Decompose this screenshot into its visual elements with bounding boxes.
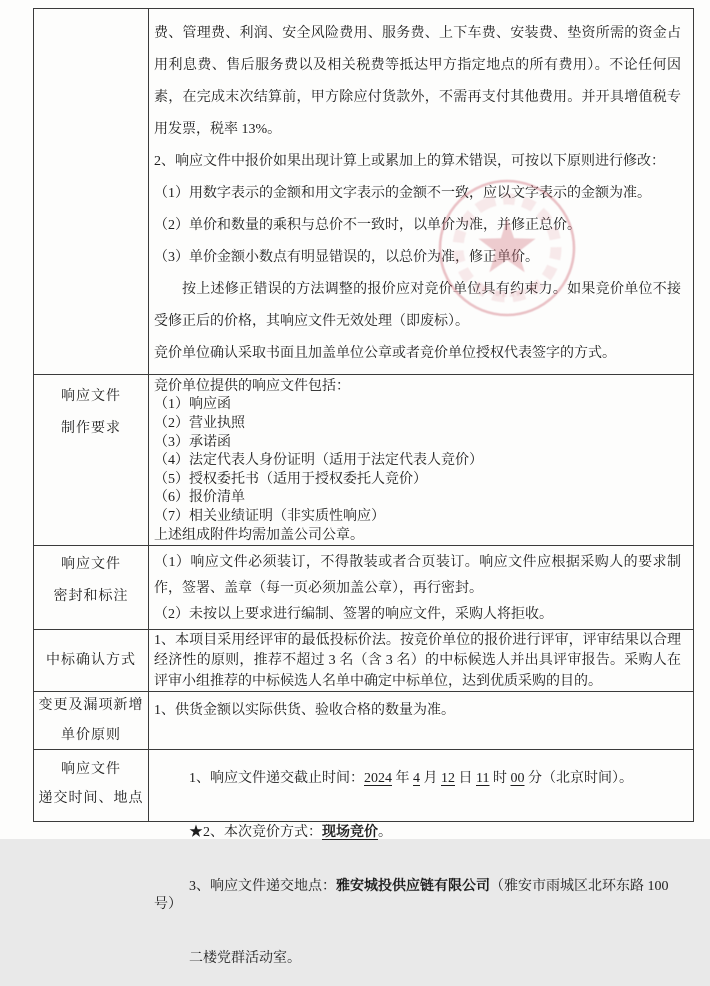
deadline-minute: 00 — [510, 771, 525, 786]
row-label-change-principle — [34, 692, 149, 749]
doc-sealing-content — [149, 546, 693, 629]
quotation-correction-content — [149, 9, 693, 374]
doc-list-item: （2）营业执照 — [154, 416, 245, 431]
doc-list-item: （4）法定代表人身份证明（适用于法定代表人竞价） — [154, 453, 483, 469]
text-segment: （雅安市雨城区北环东路 100 号） — [154, 879, 672, 912]
text-segment: 日 — [455, 771, 476, 786]
deadline-month: 4 — [413, 771, 420, 786]
company-name: 雅安城投供应链有限公司 — [336, 879, 490, 894]
paragraph: （1）响应文件必须装订，不得散装或者合页装订。响应文件应根据采购人的要求制作，签署、盖章（每一页必须加盖公章），再行密封。 — [154, 555, 681, 597]
submission-location-line2 — [154, 932, 681, 986]
label-line: 响应文件 — [61, 557, 121, 573]
paragraph: （3）单价金额小数点有明显错误的，以总价为准，修正单价。 — [154, 250, 539, 265]
row-change-principle — [34, 691, 693, 749]
text-segment: 分（北京时间）。 — [524, 771, 633, 786]
row-label-doc-preparation — [34, 375, 149, 545]
row-label-empty — [34, 9, 149, 374]
text-segment: 时 — [489, 771, 511, 786]
deadline-year: 2024 — [364, 771, 392, 786]
procurement-terms-table — [33, 8, 694, 966]
bidding-method-value: 现场竞价 — [322, 825, 378, 840]
text-segment: 3、响应文件递交地点： — [189, 879, 336, 894]
label-line: 递交时间、地点 — [38, 791, 144, 806]
paragraph: 2、响应文件中报价如果出现计算上或累加上的算术错误，可按以下原则进行修改： — [154, 154, 665, 169]
doc-list-item: （1）响应函 — [154, 397, 231, 413]
submission-deadline-line — [154, 752, 681, 806]
change-principle-content — [149, 692, 693, 749]
paragraph: 1、本项目采用经评审的最低投标价法。按竞价单位的报价进行评审，评审结果以合理经济性的原则，推荐不超过 3 名（含 3 名）的中标候选人并出具评审报告。采购人在评审小组推荐的中标候选人名单中确定中标单位，达到优质采购的目的。 — [154, 633, 681, 689]
label-line: 制作要求 — [61, 420, 121, 436]
label-line: 响应文件 — [61, 762, 121, 777]
text-segment: 。 — [378, 825, 392, 840]
doc-list-item: （5）授权委托书（适用于授权委托人竞价） — [154, 471, 427, 487]
label-line: 响应文件 — [61, 388, 121, 404]
row-doc-sealing — [34, 545, 693, 629]
label-line: 密封和标注 — [53, 589, 129, 605]
submission-location-line — [154, 860, 681, 932]
row-label-doc-sealing — [34, 546, 149, 629]
row-label-submission — [34, 750, 149, 821]
label-line: 单价原则 — [61, 727, 121, 743]
paragraph: 按上述修正错误的方法调整的报价应对竞价单位具有约束力。如果竞价单位不接受修正后的价格，其响应文件无效处理（即废标）。 — [154, 282, 681, 329]
row-award-confirmation — [34, 629, 693, 691]
row-doc-preparation — [34, 374, 693, 545]
paragraph: 竞价单位确认采取书面且加盖单位公章或者竞价单位授权代表签字的方式。 — [154, 346, 616, 361]
paragraph: （2）单价和数量的乘积与总价不一致时，以单价为准，并修正总价。 — [154, 218, 581, 233]
row-label-award-confirmation — [34, 630, 149, 691]
doc-list-item: （6）报价清单 — [154, 490, 245, 506]
doc-list-intro: 竞价单位提供的响应文件包括： — [154, 378, 350, 394]
doc-list-item: （7）相关业绩证明（非实质性响应） — [154, 508, 385, 524]
doc-preparation-content — [149, 375, 693, 545]
row-quotation-correction — [34, 9, 693, 374]
row-submission-time-location — [34, 749, 693, 966]
bidding-method-line — [154, 806, 681, 860]
label-line: 变更及漏项新增 — [38, 697, 144, 713]
paragraph: 费、管理费、利润、安全风险费用、服务费、上下车费、安装费、垫资所需的资金占用利息费、售后服务费以及相关税费等抵达甲方指定地点的所有费用）。不论任何因素，在完成末次结算前，甲方除应付货款外，不需再支付其他费用。并开具增值税专用发票，税率 13%。 — [154, 26, 681, 137]
doc-list-note: 上述组成附件均需加盖公司公章。 — [154, 527, 364, 543]
label-line: 中标确认方式 — [46, 652, 136, 668]
submission-content — [149, 750, 693, 966]
paragraph: 1、供货金额以实际供货、验收合格的数量为准。 — [154, 703, 455, 718]
text-segment: 二楼党群活动室。 — [189, 951, 301, 966]
deadline-day: 12 — [441, 771, 455, 786]
paragraph: （1）用数字表示的金额和用文字表示的金额不一致，应以文字表示的金额为准。 — [154, 186, 651, 201]
award-confirmation-content — [149, 630, 693, 691]
text-segment: 月 — [420, 771, 441, 786]
text-segment: ★2、本次竞价方式： — [189, 825, 322, 840]
text-segment: 年 — [392, 771, 413, 786]
deadline-hour: 11 — [476, 771, 490, 786]
text-segment: 1、响应文件递交截止时间： — [189, 771, 364, 786]
paragraph: （2）未按以上要求进行编制、签署的响应文件，采购人将拒收。 — [154, 607, 553, 623]
doc-list-item: （3）承诺函 — [154, 434, 231, 450]
